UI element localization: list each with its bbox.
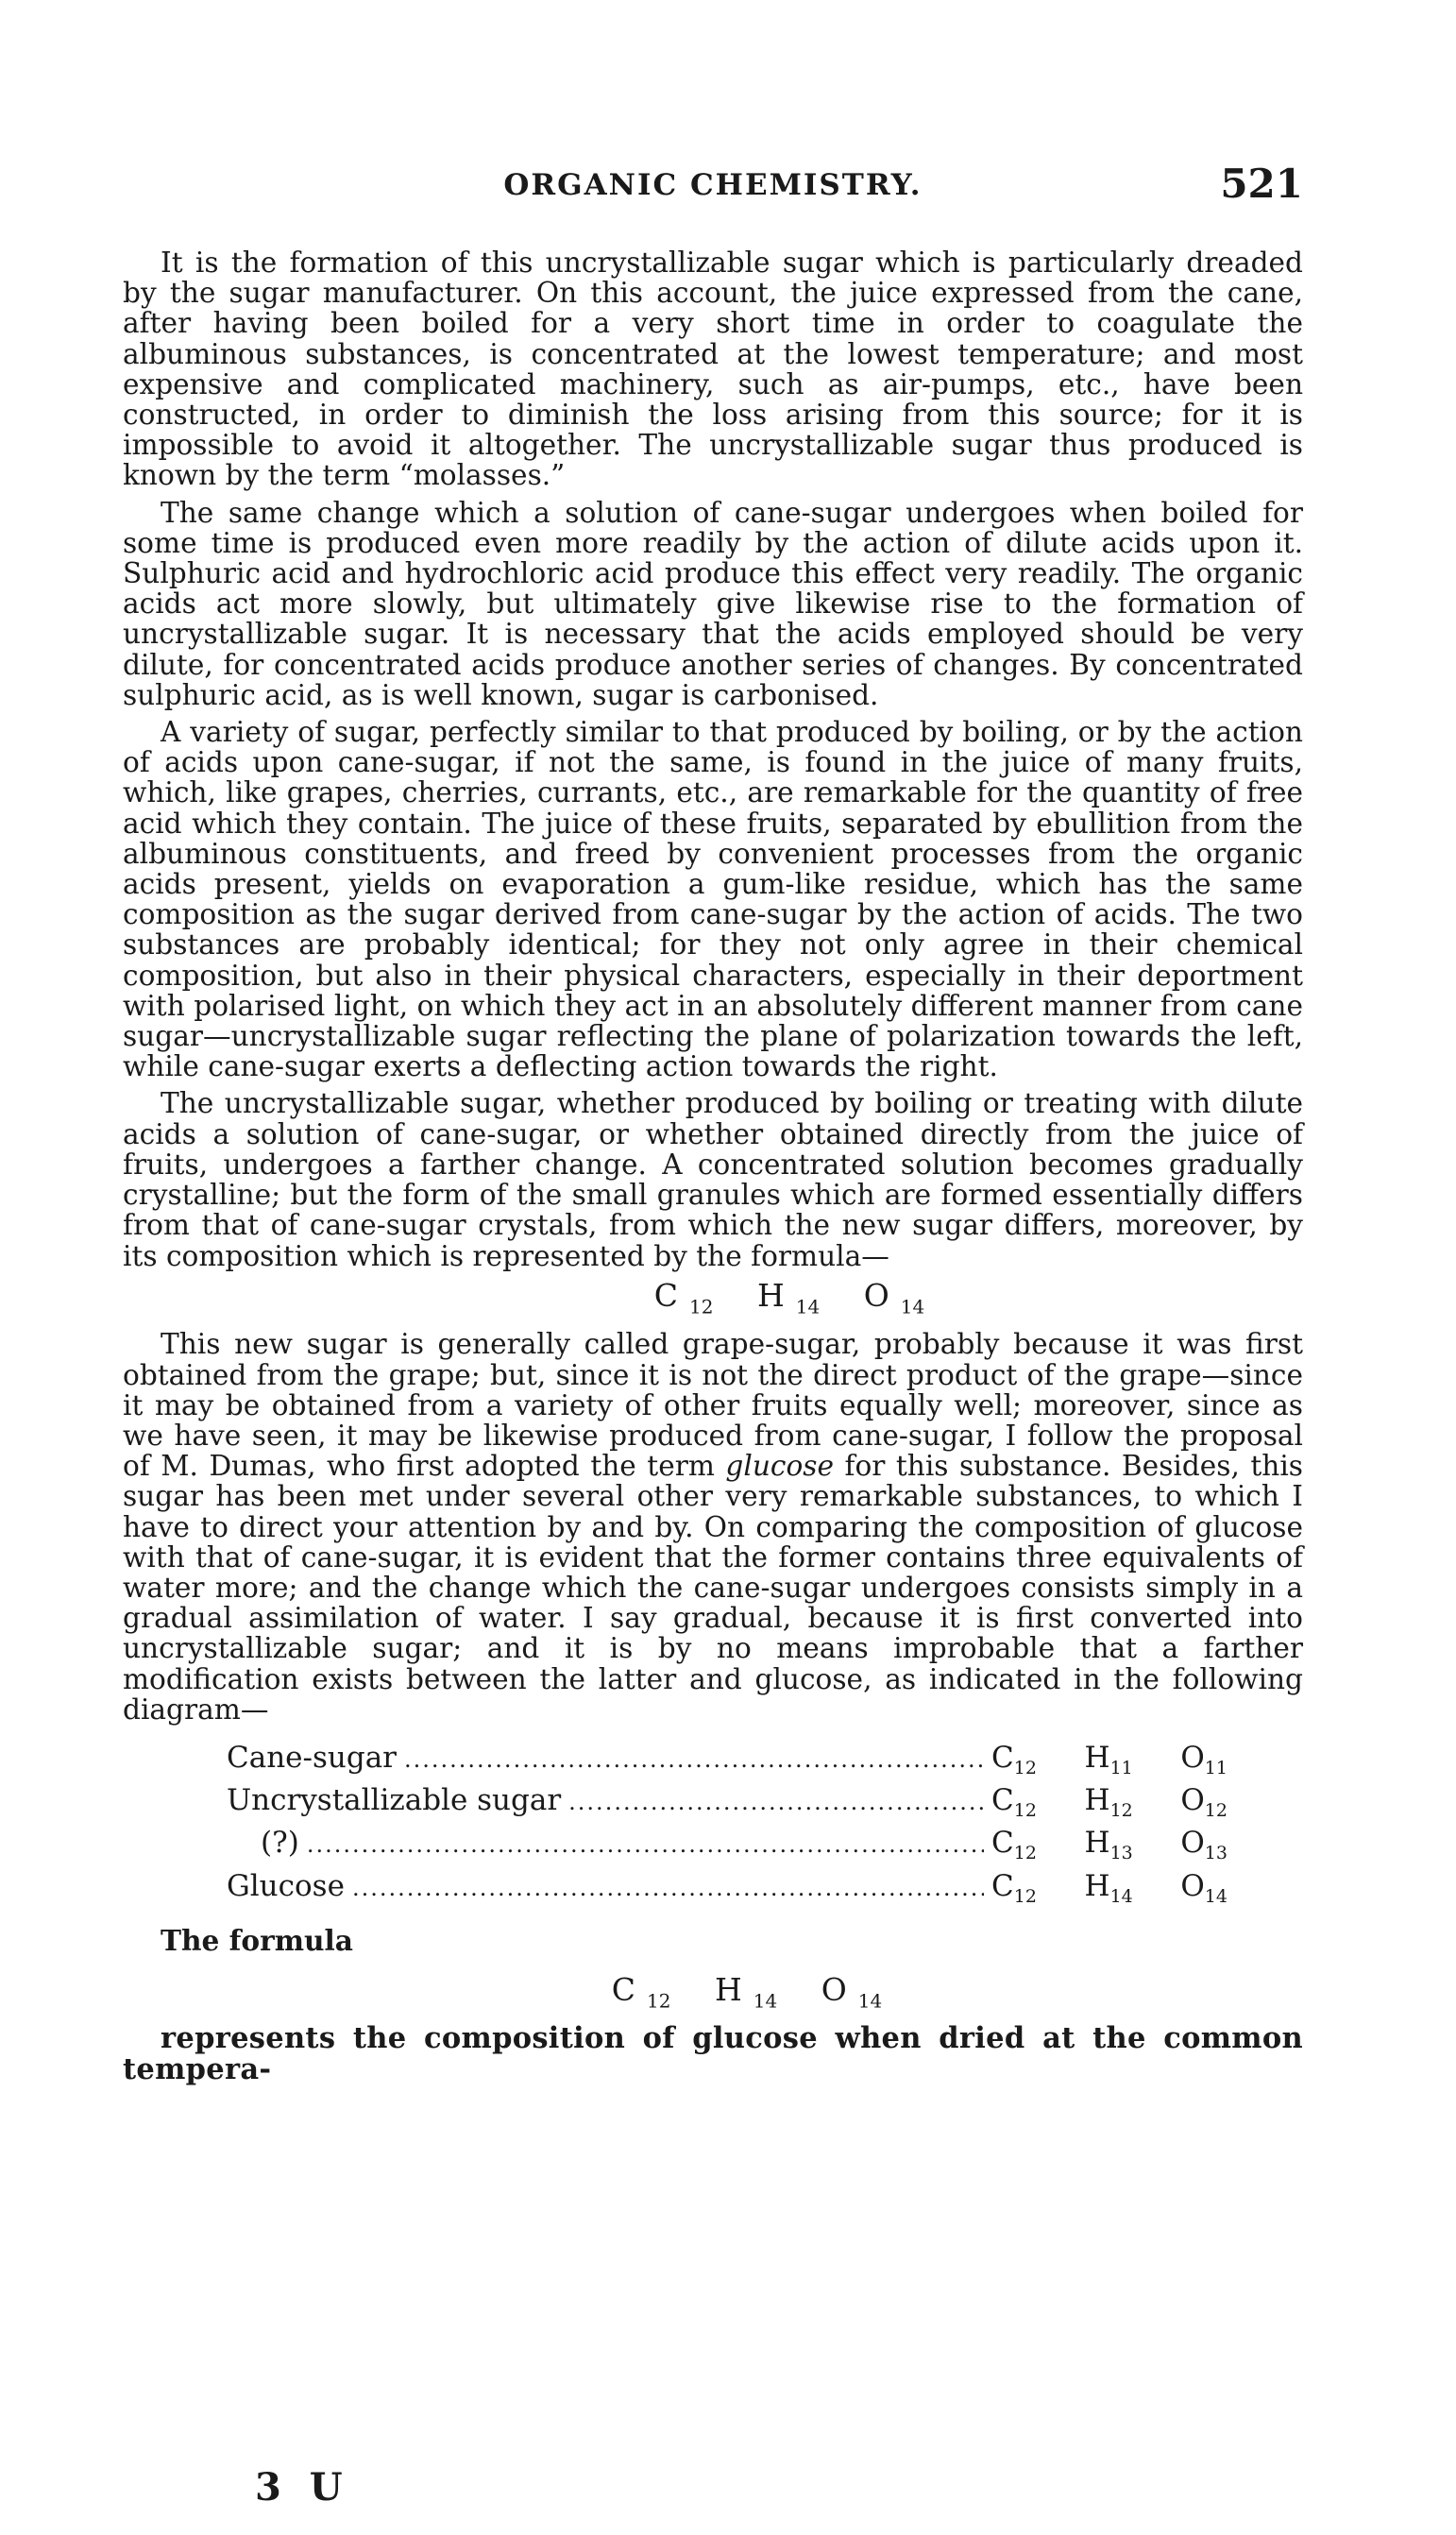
page-header [123,161,1303,217]
signature-mark: 3 U [255,2465,350,2509]
formula-intro: The formula [161,1923,353,1957]
paragraph-fruit-sugar: A variety of sugar, perfectly similar to that produced by boiling, or by the action of acids upon cane-sugar, if not the same, is found in the juice of many fruits, which, like grapes, cherries, currants, etc., are remarkable for the quantity of free acid which they contain. The juice of these fruits, separated by ebullition from the albuminous constituents, and freed by convenient processes from the organic acids present, yields on evaporation a gum-like residue, which has the same composition as the sugar derived from cane-sugar by the action of acids. The two substances are probably identical; for they not only agree in their chemical composition, but also in their physical characters, especially in their deportment with polarised light, on which they act in an absolutely different manner from cane sugar—uncrystallizable sugar reflecting the plane of polarization towards the left, while cane-sugar exerts a deflecting action towards the right. [123,716,1303,1083]
paragraph-glucose: This new sugar is generally called grape-sugar, probably because it was first obtained from the grape; but, since it is not the direct product of the grape—since it may be obtained from a variety of other fruits equally well; moreover, since as we have seen, it may be likewise produced from cane-sugar, I follow the proposal of M. Dumas, who first adopted the term glucose for this substance. Besides, this sugar has been met under several other very remarkable substances, to which I have to direct your attention by and by. On comparing the composition of glucose with that of cane-sugar, it is evident that the former contains three equivalents of water more; and the change which the cane-sugar undergoes consists simply in a gradual assimilation of water. I say gradual, because it is first converted into uncrystallizable sugar; and it is by no means improbable that a farther modification exists between the latter and glucose, as indicated in the following diagram— [123,1328,1303,1726]
paragraph-molasses: It is the formation of this uncrystallizable sugar which is particularly dreaded by the sugar manufacturer. On this account, the juice expressed from the cane, after having been boiled for a very short time in order to coagulate the albuminous substances, is concentrated at the lowest temperature; and most expensive and complicated machinery, such as air-pumps, etc., have been constructed, in order to diminish the loss arising from this source; for it is impossible to avoid it altogether. The uncrystallizable sugar thus produced is known by the term “molasses.” [123,247,1303,492]
glucose-formula: C $_{12}$ H $_{14}$ O $_{14}$ [653,1276,925,1319]
diagram-row-uncrystallizable: Uncrystallizable sugar ..... $C_{12}$ $H_{12}$ $O_{12}$ [227,1784,1227,1827]
paragraph-dilute-acids: The same change which a solution of cane-sugar undergoes when boiled for some time is produced even more readily by the action of dilute acids upon it. Sulphuric acid and hydrochloric acid produce this effect very readily. The organic acids act more slowly, but ultimately give likewise rise to the formation of uncrystallizable sugar. It is necessary that the acids employed should be very dilute, for concentrated acids produce another series of changes. By concentrated sulphuric acid, as is well known, sugar is carbonised. [123,496,1303,711]
running-head: ORGANIC CHEMISTRY. [503,168,923,202]
sugar-diagram [227,1742,1227,1913]
paragraph-farther-change: The uncrystallizable sugar, whether produced by boiling or treating with dilute acids a solution of cane-sugar, or whether obtained directly from the juice of fruits, undergoes a farther change. A concentrated solution becomes gradually crystalline; but the form of the small granules which are formed essentially differs from that of cane-sugar crystals, from which the new sugar differs, moreover, by its composition which is represented by the formula— [123,1087,1303,1272]
diagram-row-cane-sugar: Cane-sugar ..... $C_{12}$ $H_{11}$ $O_{11}$ [227,1742,1227,1784]
diagram-row-glucose: Glucose ..... $C_{12}$ $H_{14}$ $O_{14}$ [227,1870,1227,1913]
body-text [123,247,1303,2091]
diagram-row-unknown: (?) ..... $C_{12}$ $H_{13}$ $O_{13}$ [227,1827,1227,1869]
glucose-formula-repeat: C $_{12}$ H $_{14}$ O $_{14}$ [611,1970,883,2013]
glucose-term: glucose [725,1450,834,1483]
closing-line: represents the composition of glucose when dried at the common tempera- [123,2021,1303,2086]
page-number: 521 [1220,161,1303,207]
